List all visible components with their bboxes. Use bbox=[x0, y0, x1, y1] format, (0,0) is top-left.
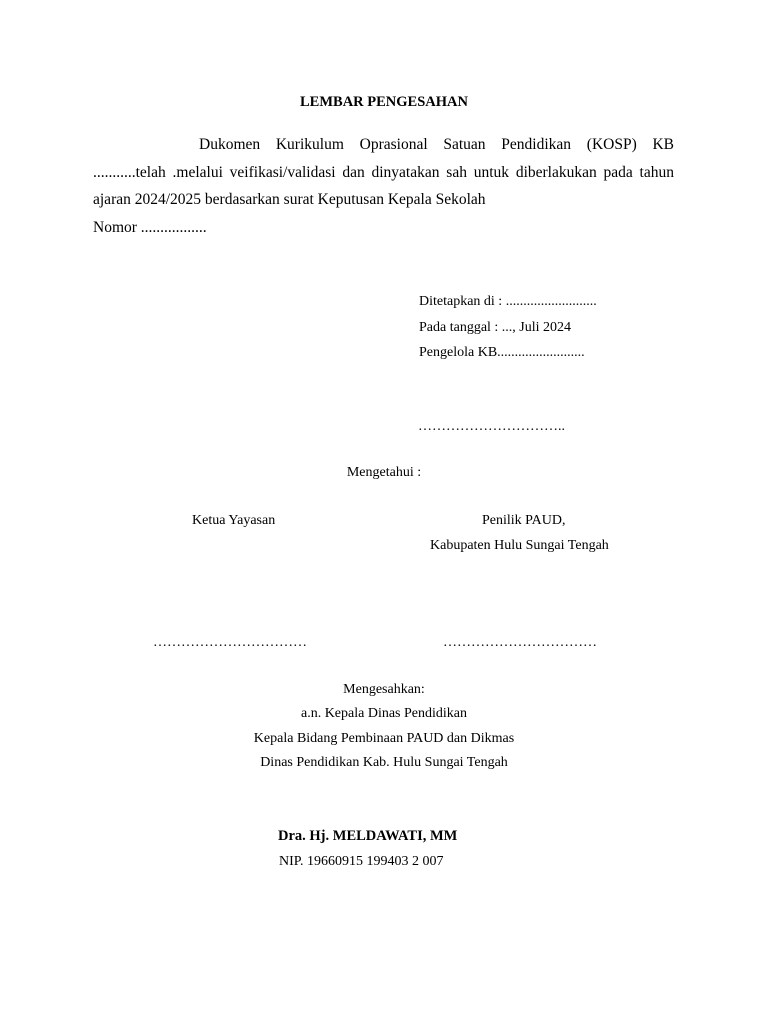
mengesahkan-line-2: Kepala Bidang Pembinaan PAUD dan Dikmas bbox=[253, 731, 515, 746]
penilik-signature-line: …………………………… bbox=[443, 635, 597, 650]
official-nip: NIP. 19660915 199403 2 007 bbox=[279, 854, 444, 869]
mengetahui-label: Mengetahui : bbox=[346, 465, 422, 480]
ketua-yayasan-label: Ketua Yayasan bbox=[192, 513, 276, 528]
penilik-region: Kabupaten Hulu Sungai Tengah bbox=[430, 538, 609, 553]
mengesahkan-label: Mengesahkan: bbox=[343, 682, 425, 697]
penilik-label: Penilik PAUD, bbox=[482, 513, 566, 528]
document-title: LEMBAR PENGESAHAN bbox=[300, 94, 468, 110]
mengesahkan-line-3: Dinas Pendidikan Kab. Hulu Sungai Tengah bbox=[260, 755, 508, 770]
mengesahkan-line-1: a.n. Kepala Dinas Pendidikan bbox=[300, 706, 467, 721]
tanggal-line: Pada tanggal : ..., Juli 2024 bbox=[419, 320, 572, 335]
ketua-yayasan-signature-line: …………………………… bbox=[153, 635, 307, 650]
ditetapkan-line: Ditetapkan di : .......................... bbox=[419, 294, 597, 309]
pengelola-line: Pengelola KB......................... bbox=[419, 345, 585, 360]
pengelola-signature-line: ………………………….. bbox=[418, 419, 565, 434]
paragraph-last-line: Nomor ................. bbox=[93, 218, 207, 236]
paragraph-text: Dukomen Kurikulum Oprasional Satuan Pendidikan (KOSP) KB ...........telah .melalui veifikasi/validasi dan dinyatakan sah untuk diberlakukan pada tahun ajaran 2024/2025 berdasarkan surat Keputusan Kepala Sekolah bbox=[93, 136, 674, 208]
statement-paragraph bbox=[93, 131, 674, 241]
official-name: Dra. Hj. MELDAWATI, MM bbox=[278, 828, 458, 844]
